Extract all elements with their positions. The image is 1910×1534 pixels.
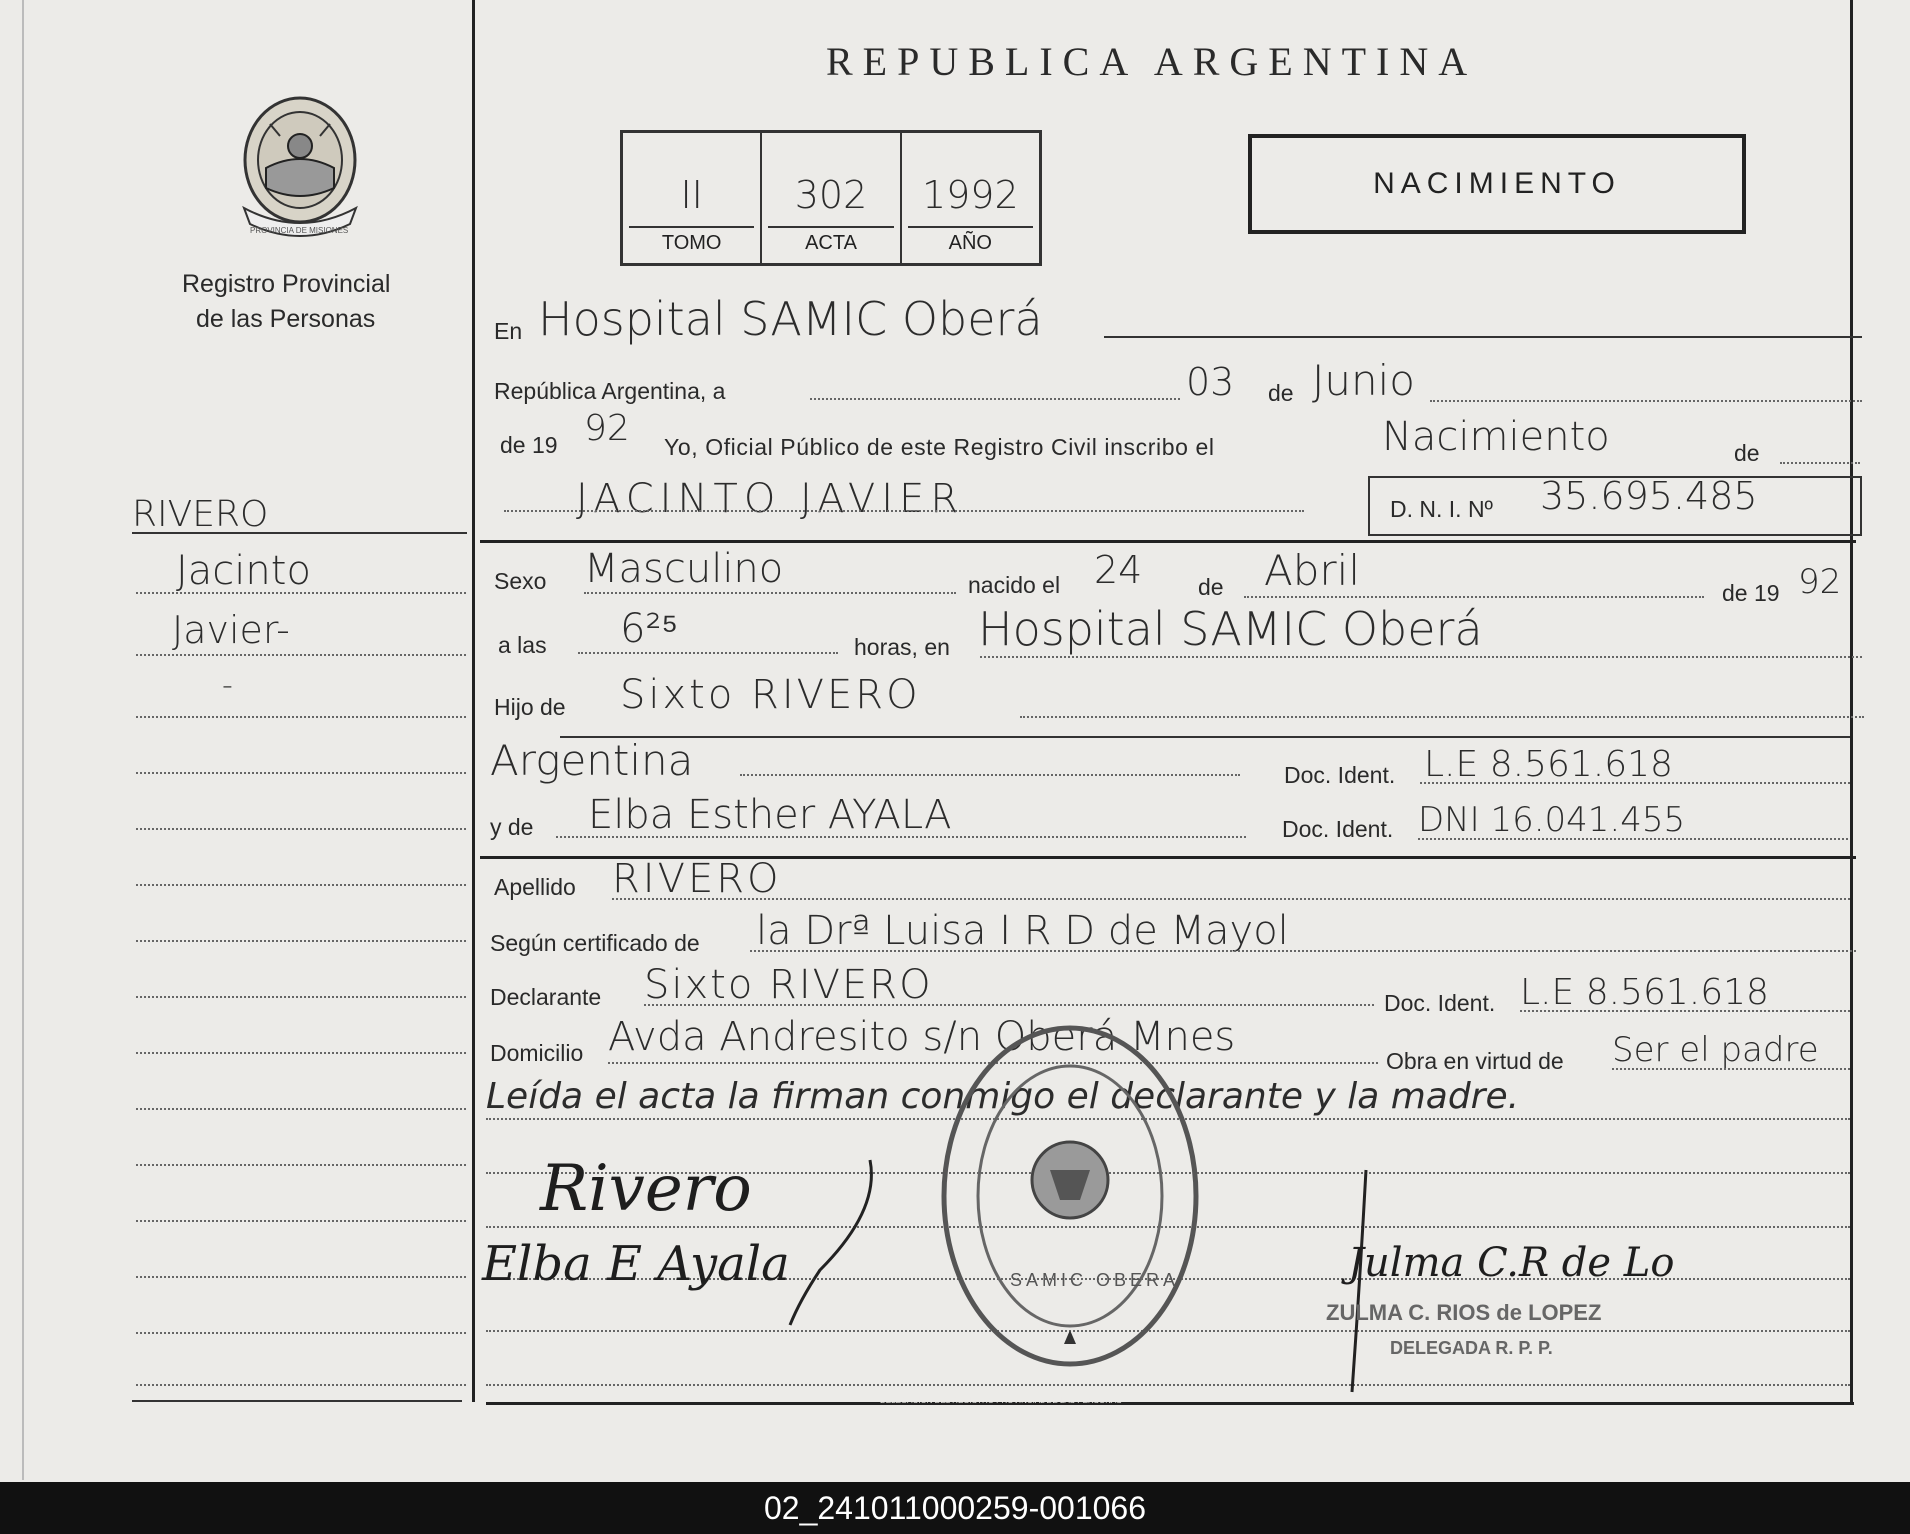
- de-label: de: [1268, 380, 1294, 406]
- anio-value: 1992: [921, 173, 1019, 217]
- country-title: REPUBLICA ARGENTINA: [826, 39, 1478, 84]
- image-code-footer: [0, 1482, 1910, 1534]
- month-dots: [1430, 400, 1862, 402]
- hijo-label: Hijo de: [494, 694, 566, 720]
- acta-label: ACTA: [768, 226, 893, 255]
- address-value: Avda Andresito s/n Oberá Mnes: [608, 1014, 1236, 1060]
- declarant-doc-label: Doc. Ident.: [1384, 990, 1496, 1016]
- nationality-dots: [740, 774, 1240, 776]
- image-code: 02_241011000259-001066: [763, 1489, 1146, 1526]
- father-value: Sixto RIVERO: [620, 672, 921, 718]
- margin-rule: [132, 532, 467, 534]
- father-dots: [1020, 716, 1864, 718]
- birth-month-value: Abril: [1264, 546, 1360, 595]
- a-las-label: a las: [498, 632, 547, 658]
- margin-line-4: [136, 772, 466, 774]
- margin-dash: -: [222, 668, 233, 703]
- father-nationality-value: Argentina: [490, 736, 694, 785]
- de-end-label: de: [1734, 440, 1760, 466]
- y-de-label: y de: [490, 814, 534, 840]
- margin-bottom-rule: [132, 1400, 462, 1402]
- domicilio-label: Domicilio: [490, 1040, 584, 1066]
- mother-dots: [556, 836, 1246, 838]
- declarant-dots: [644, 1004, 1374, 1006]
- mother-doc-value: DNI 16.041.455: [1418, 800, 1686, 840]
- margin-line-9: [136, 1052, 466, 1054]
- acta-cell: [762, 133, 901, 263]
- month-value: Junio: [1312, 356, 1415, 405]
- margin-line-12: [136, 1220, 466, 1222]
- margin-line-10: [136, 1108, 466, 1110]
- record-number-box: [620, 130, 1042, 266]
- reason-dots: [1612, 1068, 1850, 1070]
- declarant-doc-dots: [1520, 1010, 1850, 1012]
- official-role: DELEGADA R. P. P.: [1390, 1338, 1553, 1358]
- father-doc-label: Doc. Ident.: [1284, 762, 1396, 788]
- time-value: 6²⁵: [620, 606, 679, 652]
- stamp-text: DELEGACION DEL REGISTRO PROVINCIAL DE LAS PERSONAS: [880, 1396, 1122, 1405]
- section-rule-1: [480, 540, 1856, 543]
- margin-line-14: [136, 1332, 466, 1334]
- child-name-dots: [504, 510, 1304, 512]
- surname-value: RIVERO: [612, 856, 782, 902]
- margin-line-2: [136, 654, 466, 656]
- father-signature: Rivero: [540, 1152, 752, 1226]
- year-suffix: 92: [584, 408, 630, 449]
- horas-label: horas, en: [854, 634, 950, 660]
- apellido-label: Apellido: [494, 874, 576, 900]
- sex-dots: [584, 592, 956, 594]
- dni-value: 35.695.485: [1540, 474, 1758, 518]
- birth-month-dots: [1244, 596, 1704, 598]
- republica-dots: [810, 398, 1180, 400]
- declarant-value: Sixto RIVERO: [644, 962, 933, 1008]
- anio-cell: [902, 133, 1039, 263]
- de19-label: de 19: [500, 432, 558, 458]
- reason-value: Ser el padre: [1612, 1030, 1819, 1070]
- nacido-label: nacido el: [968, 572, 1061, 598]
- yo-text: Yo, Oficial Público de este Registro Civil inscribo el: [664, 434, 1215, 460]
- acta-value: 302: [794, 173, 868, 217]
- mother-doc-dots: [1418, 838, 1848, 840]
- margin-line-8: [136, 996, 466, 998]
- margin-name2: Javier-: [172, 608, 290, 652]
- surname-dots: [612, 898, 1850, 900]
- birth-place-value: Hospital SAMIC Oberá: [978, 602, 1483, 656]
- tomo-cell: [623, 133, 762, 263]
- de2-label: de: [1198, 574, 1224, 600]
- day-value: 03: [1186, 360, 1235, 404]
- official-name: ZULMA C. RIOS de LOPEZ: [1326, 1300, 1602, 1325]
- misiones-emblem-icon: [230, 88, 370, 243]
- margin-surname: RIVERO: [132, 494, 269, 535]
- event-dots: [1780, 462, 1860, 464]
- birth-place-dots: [980, 656, 1862, 658]
- tomo-label: TOMO: [629, 226, 754, 255]
- father-doc-value: L.E 8.561.618: [1424, 744, 1673, 785]
- act-type-box: NACIMIENTO: [1248, 134, 1746, 234]
- anio-label: AÑO: [908, 226, 1033, 255]
- sexo-label: Sexo: [494, 568, 547, 594]
- dni-label: D. N. I. Nº: [1390, 496, 1493, 522]
- right-border: [1850, 0, 1853, 1402]
- registry-name-line2: de las Personas: [196, 305, 376, 333]
- child-name-value: JACINTO JAVIER: [576, 476, 965, 522]
- margin-line-5: [136, 828, 466, 830]
- official-stamp-seal: [930, 1010, 1210, 1382]
- margin-line-1: [136, 592, 466, 594]
- registry-name-line1: Registro Provincial: [182, 270, 391, 298]
- margin-line-11: [136, 1164, 466, 1166]
- certifier-value: la Drª Luisa I R D de Mayol: [756, 908, 1289, 954]
- closing-note-value: Leída el acta la firman conmigo el declarante y la madre.: [486, 1076, 1520, 1117]
- obra-label: Obra en virtud de: [1386, 1048, 1564, 1074]
- birth-year-suffix: 92: [1798, 562, 1842, 602]
- segun-label: Según certificado de: [490, 930, 700, 956]
- republica-label: República Argentina, a: [494, 378, 726, 404]
- signature-flourish: [780, 1150, 890, 1330]
- declarante-label: Declarante: [490, 984, 602, 1010]
- bottom-rule: [486, 1402, 1854, 1405]
- emblem-text: PROVINCIA DE MISIONES: [250, 226, 349, 235]
- tomo-value: II: [680, 173, 703, 217]
- father-doc-dots: [1420, 782, 1850, 784]
- mother-signature: Elba E Ayala: [482, 1236, 790, 1292]
- margin-line-15: [136, 1384, 466, 1386]
- margin-line-3: [136, 716, 466, 718]
- sex-value: Masculino: [584, 546, 784, 592]
- event-value: Nacimiento: [1382, 414, 1610, 460]
- stamp-city: SAMIC OBERA: [1010, 1270, 1180, 1290]
- en-label: En: [494, 318, 523, 344]
- closing-dots-6: [486, 1384, 1850, 1386]
- margin-line-13: [136, 1276, 466, 1278]
- dni-box: [1368, 476, 1862, 536]
- declarant-doc-value: L.E 8.561.618: [1520, 972, 1769, 1013]
- mother-value: Elba Esther AYALA: [588, 792, 952, 838]
- margin-name1: Jacinto: [176, 548, 311, 594]
- certifier-dots: [750, 950, 1856, 952]
- father-rule: [560, 736, 1850, 738]
- place-line: [1104, 336, 1862, 338]
- official-signature: Julma C.R de Lo: [1348, 1240, 1675, 1286]
- place-value: Hospital SAMIC Oberá: [538, 292, 1043, 346]
- margin-line-6: [136, 884, 466, 886]
- time-dots: [578, 652, 838, 654]
- margin-line-7: [136, 940, 466, 942]
- binding-line: [22, 0, 24, 1480]
- de19b-label: de 19: [1722, 580, 1780, 606]
- column-divider: [472, 0, 475, 1402]
- mother-doc-label: Doc. Ident.: [1282, 816, 1394, 842]
- birth-day-value: 24: [1094, 548, 1143, 592]
